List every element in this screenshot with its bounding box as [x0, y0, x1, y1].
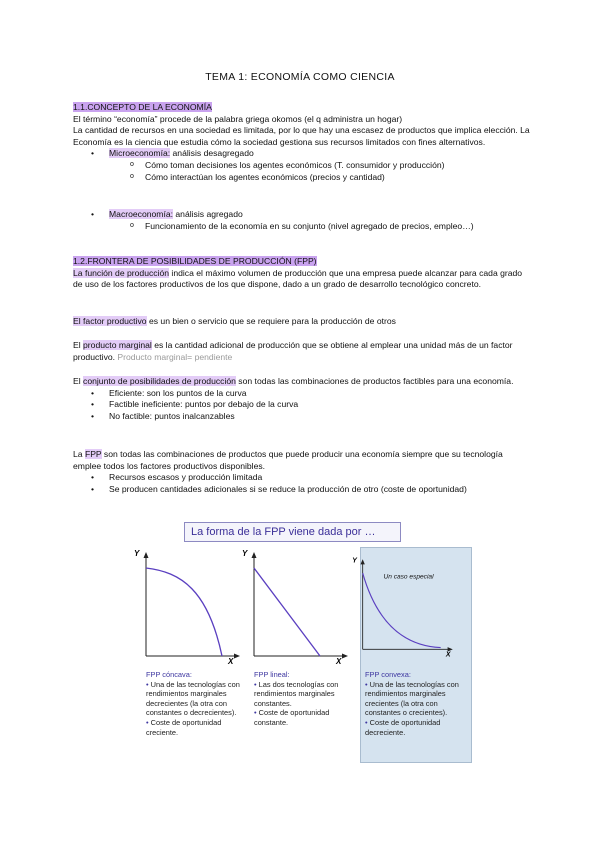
- section-heading-concepto: 1.1.CONCEPTO DE LA ECONOMÍA: [73, 102, 212, 112]
- y-axis-arrow: [361, 559, 365, 564]
- marginal-note: Producto marginal= pendiente: [115, 351, 233, 362]
- caption-title: FPP cóncava:: [146, 670, 192, 679]
- conjunto-list: [73, 388, 533, 423]
- concave-fpp-chart: [136, 548, 240, 664]
- list-item: • Factible ineficiente: puntos por debajo de la curva: [73, 399, 533, 411]
- y-axis-arrow: [144, 552, 149, 558]
- x-axis-arrow: [234, 654, 240, 659]
- funcion-desc: indica el máximo volumen de producción que una empresa puede alcanzar para cada grado de uso de los factores productivos de los que dispone, dado a un grado de desarrollo tecnológico concreto.: [73, 267, 523, 290]
- caption-bullet-text: Una de las tecnologías con rendimientos marginales crecientes (la otra con constantes o crecientes).: [365, 679, 459, 718]
- caption-bullet: • Coste de oportunidad decreciente.: [365, 717, 441, 737]
- paragraph-factor: [73, 316, 533, 328]
- caption-bullet-text: Coste de oportunidad constante.: [254, 708, 330, 727]
- conjunto-pre: El: [73, 376, 84, 386]
- section-fpp-intro: [73, 256, 533, 291]
- caption-linear: [254, 670, 352, 728]
- term-macro: Macroeconomía:: [109, 209, 174, 219]
- caption-bullet: • Las dos tecnologías con rendimientos marginales constantes.: [254, 679, 339, 708]
- list-item-micro: [73, 148, 533, 160]
- list-item: • Recursos escasos y producción limitada: [73, 472, 533, 484]
- fpp-desc: son todas las combinaciones de productos que puede producir una economía siempre que su tecnología emplee todos los factores productivos disponibles.: [73, 449, 503, 471]
- economia-branches-list: [73, 148, 533, 183]
- caption-bullet: • Coste de oportunidad creciente.: [146, 717, 222, 737]
- caption-bullet-text: Una de las tecnologías con rendimientos marginales decrecientes (la otra con constantes o decrecientes).: [146, 679, 240, 718]
- list-item-macro: [73, 209, 533, 221]
- list-item: • No factible: puntos inalcanzables: [73, 411, 533, 423]
- x-axis-label: X: [445, 651, 451, 659]
- marginal-pre: El: [73, 340, 84, 350]
- caption-convex: [365, 670, 465, 737]
- paragraph-origen: El término “economía” procede de la palabra griega okomos (el q administra un hogar): [73, 113, 403, 124]
- x-axis-label: X: [228, 657, 234, 666]
- section-heading-fpp: 1.2.FRONTERA DE POSIBILIDADES DE PRODUCCIÓN (FPP): [73, 256, 317, 266]
- caption-bullet-text: Coste de oportunidad creciente.: [146, 717, 222, 737]
- list-subitem: o Cómo interactúan los agentes económicos (precios y cantidad): [73, 172, 533, 184]
- y-axis-arrow: [252, 552, 257, 558]
- macro-list: [73, 209, 533, 232]
- conjunto-desc: son todas las combinaciones de productos factibles para una economía.: [235, 376, 514, 386]
- figure-title: La forma de la FPP viene dada por …: [191, 526, 376, 538]
- caption-concave: [146, 670, 244, 737]
- section-concepto: [73, 102, 533, 183]
- convex-fpp-chart: [354, 548, 458, 664]
- micro-desc: análisis desagregado: [170, 148, 254, 159]
- term-fpp: FPP: [84, 449, 102, 459]
- y-axis-label: Y: [242, 549, 248, 558]
- y-axis-label: Y: [134, 549, 140, 558]
- fpp-pre: La: [73, 449, 85, 459]
- convex-curve: [363, 573, 441, 648]
- list-subitem: o Funcionamiento de la economía en su conjunto (nivel agregado de precios, empleo…): [73, 221, 533, 233]
- caption-bullet-text: Coste de oportunidad decreciente.: [365, 717, 441, 737]
- term-factor: El factor productivo: [73, 316, 147, 326]
- caption-bullet: • Coste de oportunidad constante.: [254, 708, 330, 727]
- document-title: TEMA 1: ECONOMÍA COMO CIENCIA: [205, 71, 395, 83]
- figure-title-box: [184, 522, 401, 542]
- paragraph-funcion: [73, 268, 533, 291]
- section-macro: [73, 209, 533, 232]
- paragraph-marginal: [73, 340, 533, 363]
- term-funcion: La función de producción: [73, 267, 170, 278]
- caption-bullet: • Una de las tecnologías con rendimientos marginales crecientes (la otra con constantes o crecientes).: [365, 679, 459, 718]
- paragraph-escasez: La cantidad de recursos en una sociedad es limitada, por lo que hay una escasez de productos que implica elección. La Economía es la ciencia que estudia cómo la sociedad gestiona sus recursos limitados con fines alternativos.: [73, 125, 530, 147]
- caption-title: FPP convexa:: [365, 670, 411, 679]
- special-case-label: Un caso especial: [383, 573, 434, 581]
- marginal-desc: es la cantidad adicional de producción que se obtiene al emplear una unidad más de un factor productivo.: [73, 340, 513, 362]
- linear-line: [254, 568, 320, 656]
- term-marginal: producto marginal: [83, 340, 152, 350]
- paragraph-conjunto: [73, 376, 533, 422]
- macro-desc: análisis agregado: [173, 209, 243, 219]
- x-axis-label: X: [336, 657, 342, 666]
- fpp-list: [73, 472, 533, 495]
- linear-fpp-chart: [244, 548, 348, 664]
- list-item: • Se producen cantidades adicionales si se reduce la producción de otro (coste de oportunidad): [73, 484, 533, 496]
- caption-bullet-text: Las dos tecnologías con rendimientos marginales constantes.: [254, 679, 339, 708]
- caption-bullet: • Una de las tecnologías con rendimientos marginales decrecientes (la otra con constantes o decrecientes).: [146, 679, 240, 718]
- x-axis-arrow: [342, 654, 348, 659]
- caption-title: FPP lineal:: [254, 670, 290, 679]
- concave-curve: [146, 568, 222, 656]
- term-conjunto: conjunto de posibilidades de producción: [83, 376, 236, 386]
- paragraph-fpp: [73, 449, 533, 495]
- factor-desc: es un bien o servicio que se requiere para la producción de otros: [146, 316, 396, 326]
- term-micro: Microeconomía:: [109, 148, 171, 159]
- fpp-figure: [136, 516, 472, 764]
- list-subitem: o Cómo toman decisiones los agentes económicos (T. consumidor y producción): [73, 160, 533, 172]
- list-item: • Eficiente: son los puntos de la curva: [73, 388, 533, 400]
- y-axis-label: Y: [352, 557, 357, 565]
